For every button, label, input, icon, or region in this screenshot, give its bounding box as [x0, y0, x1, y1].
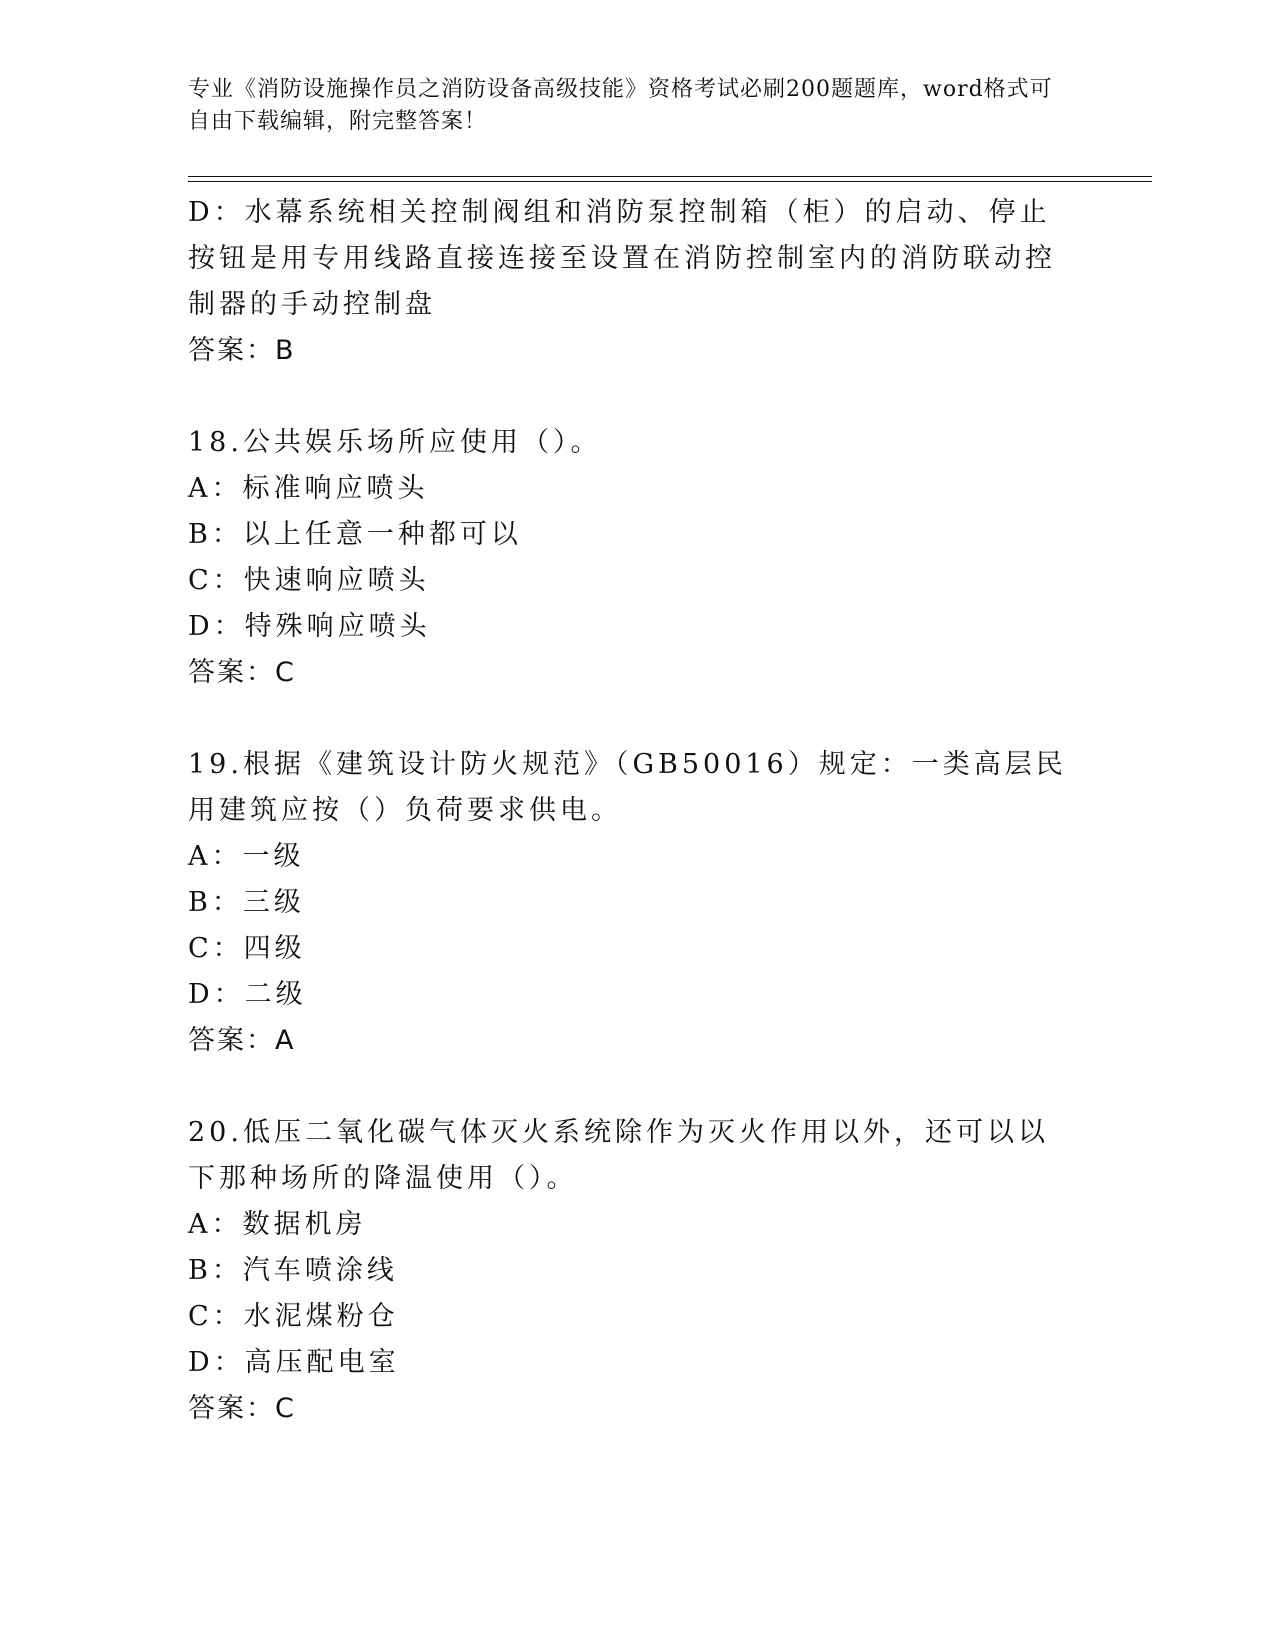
question-stem: 18.公共娱乐场所应使用（）。 [188, 427, 602, 458]
document-header: 专业《消防设施操作员之消防设备高级技能》资格考试必刷200题题库，word格式可自由下载编辑，附完整答案！ [188, 77, 1053, 134]
option-d-continued: D：水幕系统相关控制阀组和消防泵控制箱（柜）的启动、停止按钮是用专用线路直接连接至设置在消防控制室内的消防联动控制器的手动控制盘 [188, 197, 1056, 320]
option-a: A：一级 [188, 841, 305, 872]
question-19 [188, 742, 1068, 1064]
header-divider-top [188, 176, 1152, 177]
option-d: D：高压配电室 [188, 1347, 400, 1378]
option-b: B：三级 [188, 887, 305, 918]
option-c: C：快速响应喷头 [188, 565, 430, 596]
option-b: B：以上任意一种都可以 [188, 519, 522, 550]
answer-line: 答案：B [188, 335, 296, 366]
answer-line: 答案：C [188, 1393, 296, 1424]
option-d: D：特殊响应喷头 [188, 611, 431, 642]
header-divider-bottom [188, 181, 1152, 182]
option-a: A：数据机房 [188, 1209, 367, 1240]
answer-line: 答案：A [188, 1025, 296, 1056]
option-b: B：汽车喷涂线 [188, 1255, 398, 1286]
option-c: C：四级 [188, 933, 306, 964]
question-stem: 19.根据《建筑设计防火规范》（GB50016）规定：一类高层民用建筑应按（）负荷要求供电。 [188, 749, 1067, 826]
question-content [188, 190, 1068, 1432]
question-18 [188, 420, 1068, 696]
option-c: C：水泥煤粉仓 [188, 1301, 399, 1332]
option-a: A：标准响应喷头 [188, 473, 429, 504]
answer-line: 答案：C [188, 657, 296, 688]
option-d: D：二级 [188, 979, 307, 1010]
question-20 [188, 1110, 1068, 1432]
question-stem: 20.低压二氧化碳气体灭火系统除作为灭火作用以外，还可以以下那种场所的降温使用（）。 [188, 1117, 1049, 1194]
